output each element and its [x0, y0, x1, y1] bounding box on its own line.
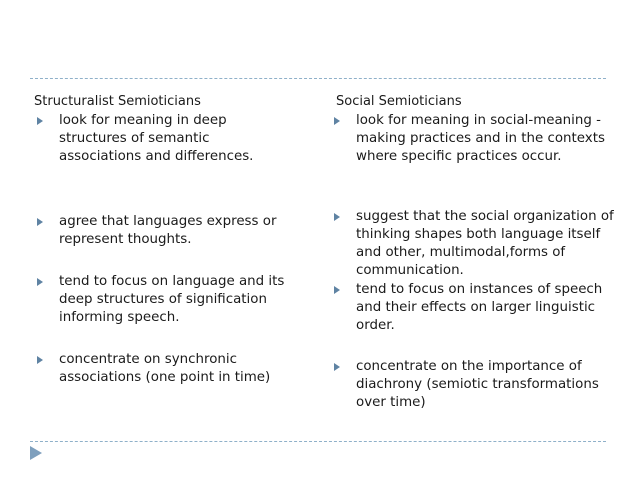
triangle-right-icon: [37, 356, 43, 364]
left-list-item: [37, 213, 287, 249]
triangle-right-icon: [37, 278, 43, 286]
bottom-dashed-divider: [30, 441, 606, 442]
triangle-right-icon: [334, 117, 340, 125]
left-item-text: concentrate on synchronic associations (one point in time): [59, 352, 271, 385]
right-item-text: tend to focus on instances of speech and their effects on larger linguistic order.: [356, 282, 603, 333]
triangle-right-icon: [334, 213, 340, 221]
left-list-item: [37, 273, 297, 327]
right-item-text: concentrate on the importance of diachrony (semiotic transformations over time): [356, 359, 599, 410]
left-item-text: agree that languages express or represent thoughts.: [59, 214, 277, 247]
triangle-right-icon: [334, 363, 340, 371]
right-list-item: [334, 112, 616, 166]
triangle-right-icon: [37, 218, 43, 226]
left-list-item: [37, 112, 287, 166]
left-item-text: look for meaning in deep structures of semantic associations and differences.: [59, 113, 254, 164]
right-list-item: [334, 358, 616, 412]
top-dashed-divider: [30, 78, 606, 79]
right-list-item: [334, 281, 616, 335]
left-list-item: [37, 351, 287, 387]
right-item-text: suggest that the social organization of thinking shapes both language itself and other, multimodal,forms of communication.: [356, 209, 614, 278]
left-item-text: tend to focus on language and its deep structures of signification informing speech.: [59, 274, 285, 325]
corner-triangle-icon: [30, 446, 42, 460]
left-column-heading: Structuralist Semioticians: [34, 94, 201, 109]
right-item-text: look for meaning in social-meaning -making practices and in the contexts where specific practices occur.: [356, 113, 605, 164]
right-list-item: [334, 208, 616, 280]
right-column-heading: Social Semioticians: [336, 94, 462, 109]
triangle-right-icon: [37, 117, 43, 125]
triangle-right-icon: [334, 286, 340, 294]
